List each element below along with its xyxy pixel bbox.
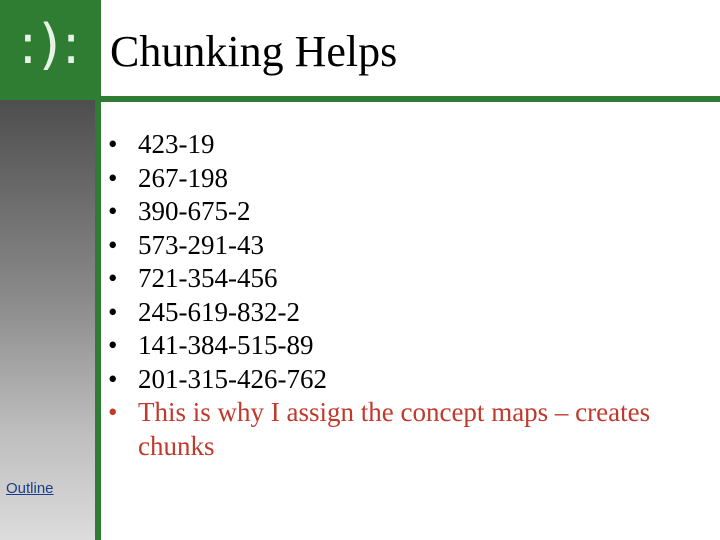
bullet-item: • 201-315-426-762 (108, 363, 708, 397)
bullet-item: • 141-384-515-89 (108, 329, 708, 363)
sidebar-green-rule (95, 100, 101, 540)
bullet-item: • 423-19 (108, 128, 708, 162)
bullet-item: • 245-619-832-2 (108, 296, 708, 330)
bullet-list (108, 128, 708, 463)
logo-emoticon: :): (18, 13, 83, 76)
title-green-rule (101, 96, 720, 102)
bullet-item: • 721-354-456 (108, 262, 708, 296)
outline-link[interactable]: Outline (6, 480, 54, 497)
slide-title: Chunking Helps (110, 27, 398, 76)
bullet-item: • 267-198 (108, 162, 708, 196)
logo-panel (0, 0, 101, 100)
bullet-item-concept-maps: • This is why I assign the concept maps – creates chunks (108, 396, 708, 463)
bullet-item: • 573-291-43 (108, 229, 708, 263)
sidebar-gradient-strip (0, 100, 95, 540)
bullet-item: • 390-675-2 (108, 195, 708, 229)
